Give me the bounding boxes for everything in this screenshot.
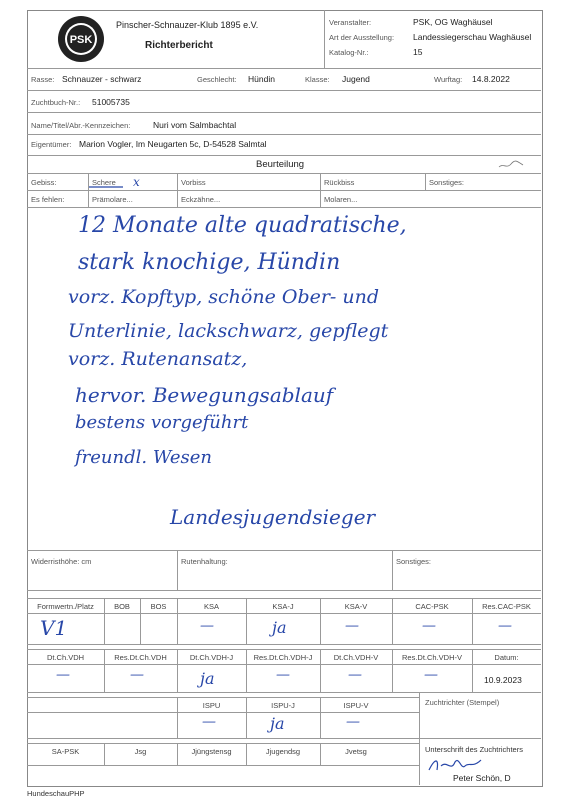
dog-name-value: Nuri vom Salmbachtal — [153, 120, 237, 130]
ksa-j-value: ja — [272, 618, 287, 637]
assessment-line-6: hervor. Bewegungsablauf — [75, 383, 334, 407]
svg-text:PSK: PSK — [69, 34, 93, 46]
assessment-line-2: stark knochige, Hündin — [78, 250, 341, 275]
class-label: Klasse: — [305, 75, 330, 84]
res-dt-ch-vdh-v-value: — — [424, 667, 438, 683]
missing-molars: Molaren... — [324, 195, 358, 204]
breed-judge-stamp-label: Zuchtrichter (Stempel) — [425, 698, 500, 707]
whelp-label: Wurftag: — [434, 75, 463, 84]
assessment-line-4: Unterlinie, lackschwarz, gepflegt — [68, 320, 389, 342]
other-label: Sonstiges: — [396, 557, 432, 566]
signature-label: Unterschrift des Zuchtrichters — [425, 745, 523, 754]
teeth-scissor: Schere — [92, 178, 116, 187]
teeth-underbite: Rückbiss — [324, 178, 355, 187]
breed-label: Rasse: — [31, 75, 55, 84]
name-label: Name/Titel/Abr.-Kennzeichen: — [31, 121, 131, 130]
header-dt-ch-vdh-j: Dt.Ch.VDH-J — [189, 653, 234, 662]
header-sa-psk: SA-PSK — [51, 747, 80, 756]
header-cac-psk: CAC-PSK — [415, 602, 449, 611]
header-res-dt-ch-vdh-v: Res.Dt.Ch.VDH-V — [401, 653, 462, 662]
assessment-line-3: vorz. Kopftyp, schöne Ober- und — [68, 286, 380, 308]
header-date: Datum: — [494, 653, 519, 662]
show-type-value: Landessiegerschau Waghäusel — [413, 32, 532, 42]
assessment-result: Landesjugendsieger — [170, 505, 376, 529]
club-name: Pinscher-Schnauzer-Klub 1895 e.V. — [116, 20, 259, 30]
assessment-title: Beurteilung — [256, 159, 305, 170]
header-dt-ch-vdh: Dt.Ch.VDH — [46, 653, 85, 662]
header-ksa: KSA — [203, 602, 219, 611]
organizer-label: Veranstalter: — [329, 18, 372, 27]
ispu-value: — — [202, 714, 216, 730]
header-bos: BOS — [150, 602, 167, 611]
catalog-value: 15 — [413, 47, 423, 57]
missing-canines: Eckzähne... — [181, 195, 221, 204]
assessment-line-5: vorz. Rutenansatz, — [68, 348, 248, 370]
header-res-cac-psk: Res.CAC-PSK — [482, 602, 531, 611]
ksa-value: — — [200, 618, 214, 634]
header-jvetsg: Jvetsg — [345, 747, 367, 756]
res-cac-psk-value: — — [498, 618, 512, 634]
report-title: Richterbericht — [145, 40, 213, 51]
res-dt-ch-vdh-j-value: — — [276, 667, 290, 683]
header-jsg: Jsg — [134, 747, 147, 756]
assessment-line-1: 12 Monate alte quadratische, — [78, 213, 407, 238]
studbook-value: 51005735 — [92, 97, 130, 107]
assessment-line-8: freundl. Wesen — [75, 447, 212, 468]
header-bob: BOB — [114, 602, 130, 611]
teeth-other: Sonstiges: — [429, 178, 465, 187]
judge-initials-scribble — [497, 157, 525, 171]
owner-label: Eigentümer: — [31, 140, 72, 149]
header-formwert: Formwertn./Platz — [37, 602, 94, 611]
assessment-line-7: bestens vorgeführt — [75, 412, 249, 433]
sex-value: Hündin — [248, 74, 275, 84]
cac-psk-value: — — [422, 618, 436, 634]
organizer-value: PSK, OG Waghäusel — [413, 17, 493, 27]
tail-label: Rutenhaltung: — [181, 557, 228, 566]
ispu-j-value: ja — [270, 714, 285, 733]
header-jjugendsg: Jjugendsg — [265, 747, 301, 756]
date-value: 10.9.2023 — [484, 675, 522, 685]
whelp-value: 14.8.2022 — [472, 74, 510, 84]
header-jjuengstensg: Jjüngstensg — [191, 747, 232, 756]
header-ispu: ISPU — [202, 701, 221, 710]
header-dt-ch-vdh-v: Dt.Ch.VDH-V — [333, 653, 379, 662]
owner-value: Marion Vogler, Im Neugarten 5c, D-54528 Salmtal — [79, 139, 267, 149]
formwert-value: V1 — [40, 616, 68, 640]
teeth-label: Gebiss: — [31, 178, 57, 187]
res-dt-ch-vdh-value: — — [130, 667, 144, 683]
judge-name: Peter Schön, D — [453, 773, 511, 783]
class-value: Jugend — [342, 74, 370, 84]
header-res-dt-ch-vdh: Res.Dt.Ch.VDH — [114, 653, 167, 662]
dt-ch-vdh-j-value: ja — [200, 669, 215, 688]
header-ispu-j: ISPU-J — [271, 701, 295, 710]
scissor-check-mark: x — [133, 175, 140, 189]
dt-ch-vdh-v-value: — — [348, 667, 362, 683]
header-res-dt-ch-vdh-j: Res.Dt.Ch.VDH-J — [253, 653, 313, 662]
club-logo — [56, 14, 106, 64]
show-type-label: Art der Ausstellung: — [329, 33, 395, 42]
missing-label: Es fehlen: — [31, 195, 65, 204]
missing-premolars: Prämolare... — [92, 195, 133, 204]
breed-value: Schnauzer - schwarz — [62, 74, 142, 84]
sex-label: Geschlecht: — [197, 75, 237, 84]
header-ksa-v: KSA-V — [344, 602, 368, 611]
teeth-overbite: Vorbiss — [181, 178, 206, 187]
ispu-v-value: — — [346, 714, 360, 730]
ksa-v-value: — — [345, 618, 359, 634]
header-ksa-j: KSA-J — [272, 602, 294, 611]
dt-ch-vdh-value: — — [56, 667, 70, 683]
studbook-label: Zuchtbuch-Nr.: — [31, 98, 81, 107]
header-ispu-v: ISPU-V — [343, 701, 369, 710]
software-footer: HundeschauPHP — [27, 789, 85, 798]
catalog-label: Katalog-Nr.: — [329, 48, 369, 57]
height-label: Widerristhöhe: cm — [31, 557, 92, 566]
